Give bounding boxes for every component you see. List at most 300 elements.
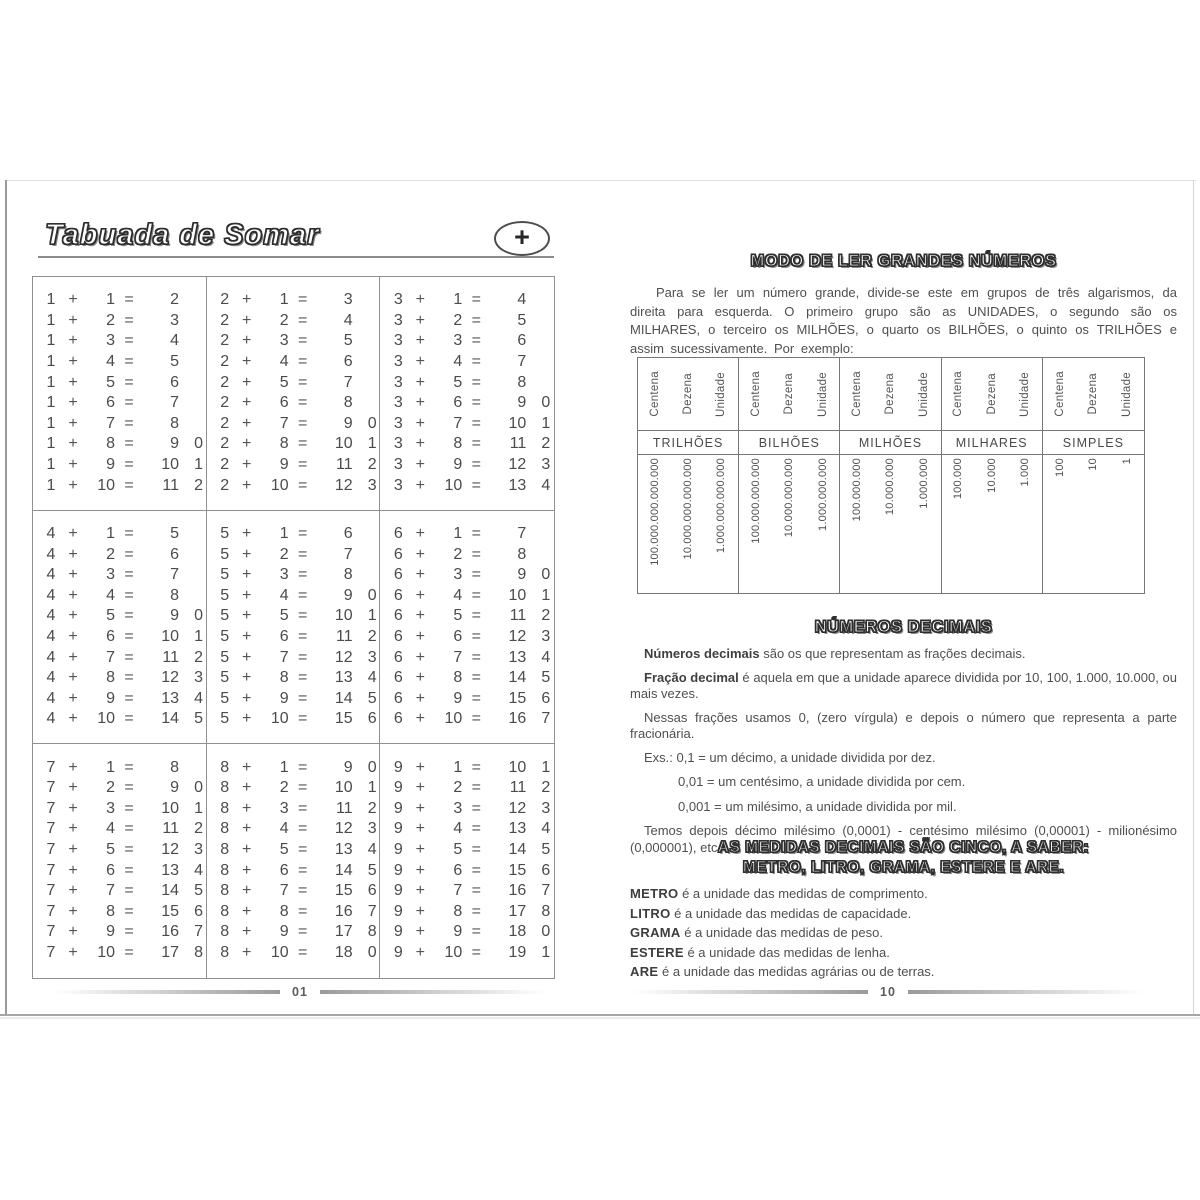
place-value: 10.000 [985, 458, 998, 493]
addend-1: 2 [220, 311, 230, 329]
place-column-header [942, 358, 975, 430]
equals-sign: = [471, 841, 481, 858]
addend-2: 9 [106, 923, 115, 941]
addition-row [207, 290, 380, 311]
check-digit: 5 [367, 689, 377, 707]
plus-sign: + [241, 586, 252, 604]
places-group-header [638, 358, 738, 431]
addend-2: 1 [106, 524, 115, 542]
addend-1: 7 [46, 943, 56, 961]
equals-sign: = [124, 586, 134, 604]
addend-2: 8 [106, 902, 115, 920]
addend-2: 3 [279, 332, 289, 350]
check-digit: 4 [541, 476, 551, 494]
addend-1: 7 [46, 902, 56, 920]
check-digit: 5 [194, 710, 203, 728]
check-digit: 4 [194, 689, 203, 707]
place-value: 1 [1121, 458, 1134, 465]
plus-sign: + [68, 394, 78, 412]
addition-row [33, 372, 206, 393]
equals-sign: = [471, 882, 481, 900]
place-column-label: Unidade [715, 371, 728, 417]
addition-row [33, 840, 206, 861]
sum-value: 9 [170, 435, 179, 453]
plus-sign: + [415, 476, 425, 494]
addend-1: 4 [46, 607, 56, 625]
equals-sign: = [124, 353, 134, 371]
equals-sign: = [297, 689, 308, 707]
equals-sign: = [124, 607, 134, 625]
sum-value: 11 [162, 648, 179, 666]
measures-heading-line2: METRO, LITRO, GRAMA, ESTERE E ARE. [742, 859, 1065, 876]
addition-row [33, 311, 206, 332]
addition-row [207, 331, 380, 352]
addend-1: 7 [46, 820, 56, 838]
place-column-header [671, 358, 704, 430]
plus-sign: + [241, 689, 252, 707]
plus-sign: + [68, 923, 78, 941]
check-digit: 3 [367, 820, 377, 838]
sum-value: 10 [161, 799, 179, 817]
measure-term: METRO [630, 886, 679, 901]
check-digit: 6 [541, 689, 551, 707]
addition-row [380, 524, 554, 545]
addend-1: 5 [220, 710, 230, 728]
plus-sign: + [68, 311, 78, 329]
sum-value: 14 [161, 882, 179, 900]
addition-row [207, 668, 380, 689]
check-digit: 2 [194, 648, 203, 666]
addition-row [207, 627, 380, 648]
paragraph-lead: Números decimais [644, 646, 760, 661]
addition-row [33, 455, 206, 476]
addend-1: 9 [393, 779, 403, 797]
place-value-cell [739, 455, 772, 593]
sum-value: 10 [334, 607, 353, 625]
check-digit: 4 [541, 820, 551, 838]
left-page-title: Tabuada de Somar [45, 219, 320, 251]
sum-value: 7 [170, 566, 179, 584]
place-column-header [705, 358, 738, 430]
place-value-cell [638, 455, 671, 593]
addend-2: 9 [453, 456, 463, 474]
places-group-name: TRILHÕES [638, 431, 738, 455]
plus-sign: + [415, 669, 425, 687]
check-digit: 2 [541, 779, 551, 797]
addend-2: 8 [106, 435, 115, 453]
addition-row [380, 606, 554, 627]
addend-1: 7 [46, 923, 56, 941]
addition-block [33, 744, 207, 978]
addition-row [33, 352, 206, 373]
plus-sign: + [68, 435, 78, 453]
place-column-label: Centena [648, 371, 661, 417]
addend-2: 5 [106, 373, 115, 391]
check-digit: 0 [367, 943, 377, 961]
addend-2: 6 [453, 861, 463, 879]
addition-row [207, 372, 380, 393]
addend-2: 10 [97, 943, 115, 961]
sum-value: 11 [509, 435, 527, 453]
addend-1: 9 [393, 820, 403, 838]
addition-table [32, 276, 555, 979]
places-group-header [840, 358, 940, 431]
places-group-values [739, 455, 839, 593]
addend-1: 7 [46, 799, 56, 817]
sum-value: 11 [509, 607, 527, 625]
addend-1: 6 [393, 669, 403, 687]
equals-sign: = [297, 476, 308, 494]
addition-row [207, 901, 380, 922]
equals-sign: = [471, 861, 481, 879]
check-digit: 2 [367, 627, 377, 645]
check-digit: 6 [367, 710, 377, 728]
addend-1: 1 [46, 373, 56, 391]
addend-1: 4 [46, 566, 56, 584]
measure-item: METRO é a unidade das medidas de comprimento. [630, 886, 928, 901]
decimals-paragraph: Exs.: 0,1 = um décimo, a unidade dividida por dez. [644, 749, 936, 765]
check-digit: 3 [194, 669, 203, 687]
addend-2: 10 [97, 476, 115, 494]
place-value: 1.000.000.000 [816, 458, 829, 531]
equals-sign: = [124, 820, 134, 838]
addend-1: 6 [393, 710, 403, 728]
sum-value: 9 [517, 566, 527, 584]
place-column-header [840, 358, 873, 430]
places-group [942, 358, 1043, 593]
place-value: 10.000.000 [884, 458, 897, 516]
sum-value: 17 [161, 943, 179, 961]
addition-row [380, 544, 554, 565]
plus-sign: + [415, 710, 425, 728]
addend-1: 5 [220, 627, 230, 645]
addend-2: 3 [279, 566, 289, 584]
addend-2: 9 [453, 689, 463, 707]
sum-value: 9 [343, 758, 353, 776]
addition-block [207, 744, 381, 978]
addend-1: 3 [393, 414, 403, 432]
addition-row [207, 799, 380, 820]
plus-sign: + [415, 435, 425, 453]
addend-2: 2 [279, 545, 289, 563]
sum-value: 8 [170, 414, 179, 432]
right-page-title: MODO DE LER GRANDES NÚMEROS [750, 252, 1057, 270]
addition-row [33, 544, 206, 565]
equals-sign: = [471, 627, 481, 645]
addend-2: 1 [279, 758, 289, 776]
place-column-label: Unidade [1121, 371, 1134, 417]
check-digit: 4 [541, 648, 551, 666]
check-digit: 1 [194, 627, 203, 645]
equals-sign: = [297, 710, 308, 728]
plus-sign: + [241, 524, 252, 542]
places-group-header [1043, 358, 1144, 431]
sum-value: 10 [508, 586, 527, 604]
plus-sign: + [241, 882, 252, 900]
sum-value: 17 [334, 923, 353, 941]
sum-value: 9 [170, 607, 179, 625]
addition-block [207, 277, 381, 511]
check-digit: 5 [541, 841, 551, 858]
sum-value: 4 [517, 291, 527, 309]
addend-1: 2 [220, 394, 230, 412]
addition-row [207, 606, 380, 627]
plus-sign: + [241, 627, 252, 645]
sum-value: 6 [343, 353, 353, 371]
check-digit: 3 [541, 799, 551, 817]
check-digit: 4 [367, 841, 377, 858]
addend-2: 9 [106, 456, 115, 474]
sum-value: 10 [161, 627, 179, 645]
addition-row [207, 647, 380, 668]
addition-row [33, 688, 206, 709]
check-digit: 5 [367, 861, 377, 879]
sum-value: 12 [508, 456, 527, 474]
addend-2: 3 [453, 566, 463, 584]
addition-row [380, 922, 554, 943]
plus-sign: + [68, 902, 78, 920]
equals-sign: = [297, 758, 308, 776]
measure-item: ARE é a unidade das medidas agrárias ou de terras. [630, 964, 935, 979]
place-column-label: Centena [952, 371, 965, 417]
equals-sign: = [297, 586, 308, 604]
addend-1: 1 [46, 311, 56, 329]
check-digit: 0 [194, 779, 203, 797]
plus-sign: + [241, 820, 252, 838]
addend-1: 6 [393, 586, 403, 604]
addend-1: 4 [46, 689, 56, 707]
addition-block [380, 277, 554, 511]
plus-sign: + [415, 291, 425, 309]
place-column-label: Centena [1053, 371, 1066, 417]
title-rule [38, 256, 554, 258]
place-column-header [907, 358, 940, 430]
equals-sign: = [297, 353, 308, 371]
plus-sign: + [68, 882, 78, 900]
sum-value: 15 [508, 861, 527, 879]
check-digit: 7 [367, 902, 377, 920]
sum-value: 11 [509, 779, 527, 797]
sum-value: 12 [334, 820, 353, 838]
addition-row [33, 757, 206, 778]
addend-1: 7 [46, 779, 56, 797]
equals-sign: = [471, 669, 481, 687]
addend-1: 1 [46, 456, 56, 474]
equals-sign: = [471, 648, 481, 666]
place-value-cell [942, 455, 975, 593]
addend-2: 6 [106, 394, 115, 412]
plus-sign: + [241, 779, 252, 797]
addend-2: 2 [453, 311, 463, 329]
sum-value: 9 [343, 586, 353, 604]
equals-sign: = [124, 882, 134, 900]
check-digit: 3 [367, 648, 377, 666]
plus-sign: + [68, 758, 78, 776]
sum-value: 11 [162, 820, 179, 838]
place-value-cell [1110, 455, 1144, 593]
equals-sign: = [124, 373, 134, 391]
check-digit: 0 [367, 758, 377, 776]
place-value: 10.000.000.000 [783, 458, 796, 538]
equals-sign: = [471, 456, 481, 474]
places-group [739, 358, 840, 593]
equals-sign: = [297, 311, 308, 329]
measure-term: LITRO [630, 905, 671, 921]
equals-sign: = [124, 799, 134, 817]
addend-1: 2 [220, 373, 230, 391]
equals-sign: = [124, 332, 134, 350]
place-value: 10.000.000.000.000 [682, 458, 695, 560]
addend-2: 2 [279, 311, 289, 329]
addend-2: 6 [453, 394, 463, 412]
addend-2: 10 [444, 476, 463, 494]
sum-value: 14 [508, 841, 527, 858]
plus-sign: + [415, 566, 425, 584]
place-column-header [874, 358, 907, 430]
addition-row [380, 819, 554, 840]
addition-row [33, 524, 206, 545]
addition-row [380, 455, 554, 476]
check-digit: 2 [541, 607, 551, 625]
addition-row [207, 311, 380, 332]
plus-sign: + [415, 943, 425, 961]
addend-1: 8 [220, 902, 230, 920]
addend-2: 2 [106, 545, 115, 563]
addition-row [380, 565, 554, 586]
addend-1: 2 [220, 476, 230, 494]
addend-2: 4 [453, 353, 463, 371]
places-group-header [739, 358, 839, 431]
addend-1: 9 [393, 882, 403, 900]
place-value: 100 [1053, 458, 1066, 477]
addition-row [380, 414, 554, 435]
place-value-cell [874, 455, 907, 593]
equals-sign: = [124, 456, 134, 474]
place-column-header [1043, 358, 1077, 430]
sum-value: 7 [170, 394, 179, 412]
check-digit: 1 [541, 586, 551, 604]
equals-sign: = [471, 414, 481, 432]
equals-sign: = [124, 861, 134, 879]
equals-sign: = [297, 545, 308, 563]
equals-sign: = [297, 332, 308, 350]
addition-row [207, 585, 380, 606]
addend-2: 10 [97, 710, 115, 728]
plus-sign: + [241, 710, 252, 728]
addition-row [380, 881, 554, 902]
addend-1: 4 [46, 627, 56, 645]
decimals-paragraph: Temos depois décimo milésimo (0,0001) - centésimo milésimo (0,00001) - milionésimo (0,000001), etc. [630, 823, 1177, 855]
places-group [840, 358, 941, 593]
addend-2: 9 [279, 923, 289, 941]
sum-value: 6 [343, 524, 353, 542]
sum-value: 7 [343, 545, 353, 563]
sum-value: 16 [508, 710, 527, 728]
plus-sign: + [241, 311, 252, 329]
addend-1: 6 [393, 566, 403, 584]
addition-row [380, 585, 554, 606]
equals-sign: = [297, 902, 308, 920]
places-group [638, 358, 739, 593]
check-digit: 1 [194, 799, 203, 817]
check-digit: 3 [541, 456, 551, 474]
equals-sign: = [471, 923, 481, 941]
place-column-label: Unidade [816, 371, 829, 417]
decimals-paragraph: Números decimais são os que representam as frações decimais. [644, 646, 1026, 661]
plus-sign: + [241, 861, 252, 879]
check-digit: 7 [541, 882, 551, 900]
plus-sign: + [68, 710, 78, 728]
plus-sign: + [241, 607, 252, 625]
addend-1: 9 [393, 841, 403, 858]
plus-sign: + [68, 476, 78, 494]
addend-2: 5 [279, 607, 289, 625]
equals-sign: = [297, 566, 308, 584]
sum-value: 11 [162, 476, 179, 494]
addend-1: 8 [220, 758, 230, 776]
addition-row [33, 922, 206, 943]
addition-row [380, 860, 554, 881]
addition-row [33, 668, 206, 689]
plus-sign: + [68, 456, 78, 474]
check-digit: 2 [194, 476, 203, 494]
sum-value: 10 [508, 414, 527, 432]
paragraph-lead: Fração decimal [644, 669, 739, 685]
addend-1: 1 [46, 394, 56, 412]
sum-value: 15 [334, 710, 353, 728]
measure-item: GRAMA é a unidade das medidas de peso. [630, 925, 883, 940]
sum-value: 8 [343, 394, 353, 412]
plus-sign: + [68, 607, 78, 625]
addition-row [33, 860, 206, 881]
place-column-label: Centena [749, 371, 762, 417]
equals-sign: = [471, 758, 481, 776]
addition-row [207, 709, 380, 730]
places-group-values [638, 455, 738, 593]
plus-sign: + [241, 435, 252, 453]
addend-2: 4 [279, 586, 289, 604]
check-digit: 3 [194, 841, 203, 858]
addend-1: 7 [46, 861, 56, 879]
addition-row [380, 709, 554, 730]
addend-2: 7 [279, 882, 289, 900]
equals-sign: = [471, 820, 481, 838]
place-column-header [975, 358, 1008, 430]
equals-sign: = [124, 524, 134, 542]
place-value-cell [907, 455, 940, 593]
addition-row [380, 311, 554, 332]
addend-2: 10 [444, 710, 463, 728]
places-group-values [840, 455, 940, 593]
equals-sign: = [471, 902, 481, 920]
equals-sign: = [471, 435, 481, 453]
place-value: 1.000.000 [917, 458, 930, 509]
place-value: 10 [1087, 458, 1100, 471]
addend-1: 1 [46, 332, 56, 350]
place-value: 100.000.000 [851, 458, 864, 522]
check-digit: 3 [541, 627, 551, 645]
addend-1: 4 [46, 710, 56, 728]
plus-sign: + [415, 456, 425, 474]
addend-1: 9 [393, 799, 403, 817]
addend-1: 7 [46, 882, 56, 900]
equals-sign: = [471, 943, 481, 961]
addend-1: 2 [220, 291, 230, 309]
check-digit: 0 [541, 923, 551, 941]
addend-2: 2 [279, 779, 289, 797]
addition-row [33, 331, 206, 352]
sum-value: 3 [170, 311, 179, 329]
